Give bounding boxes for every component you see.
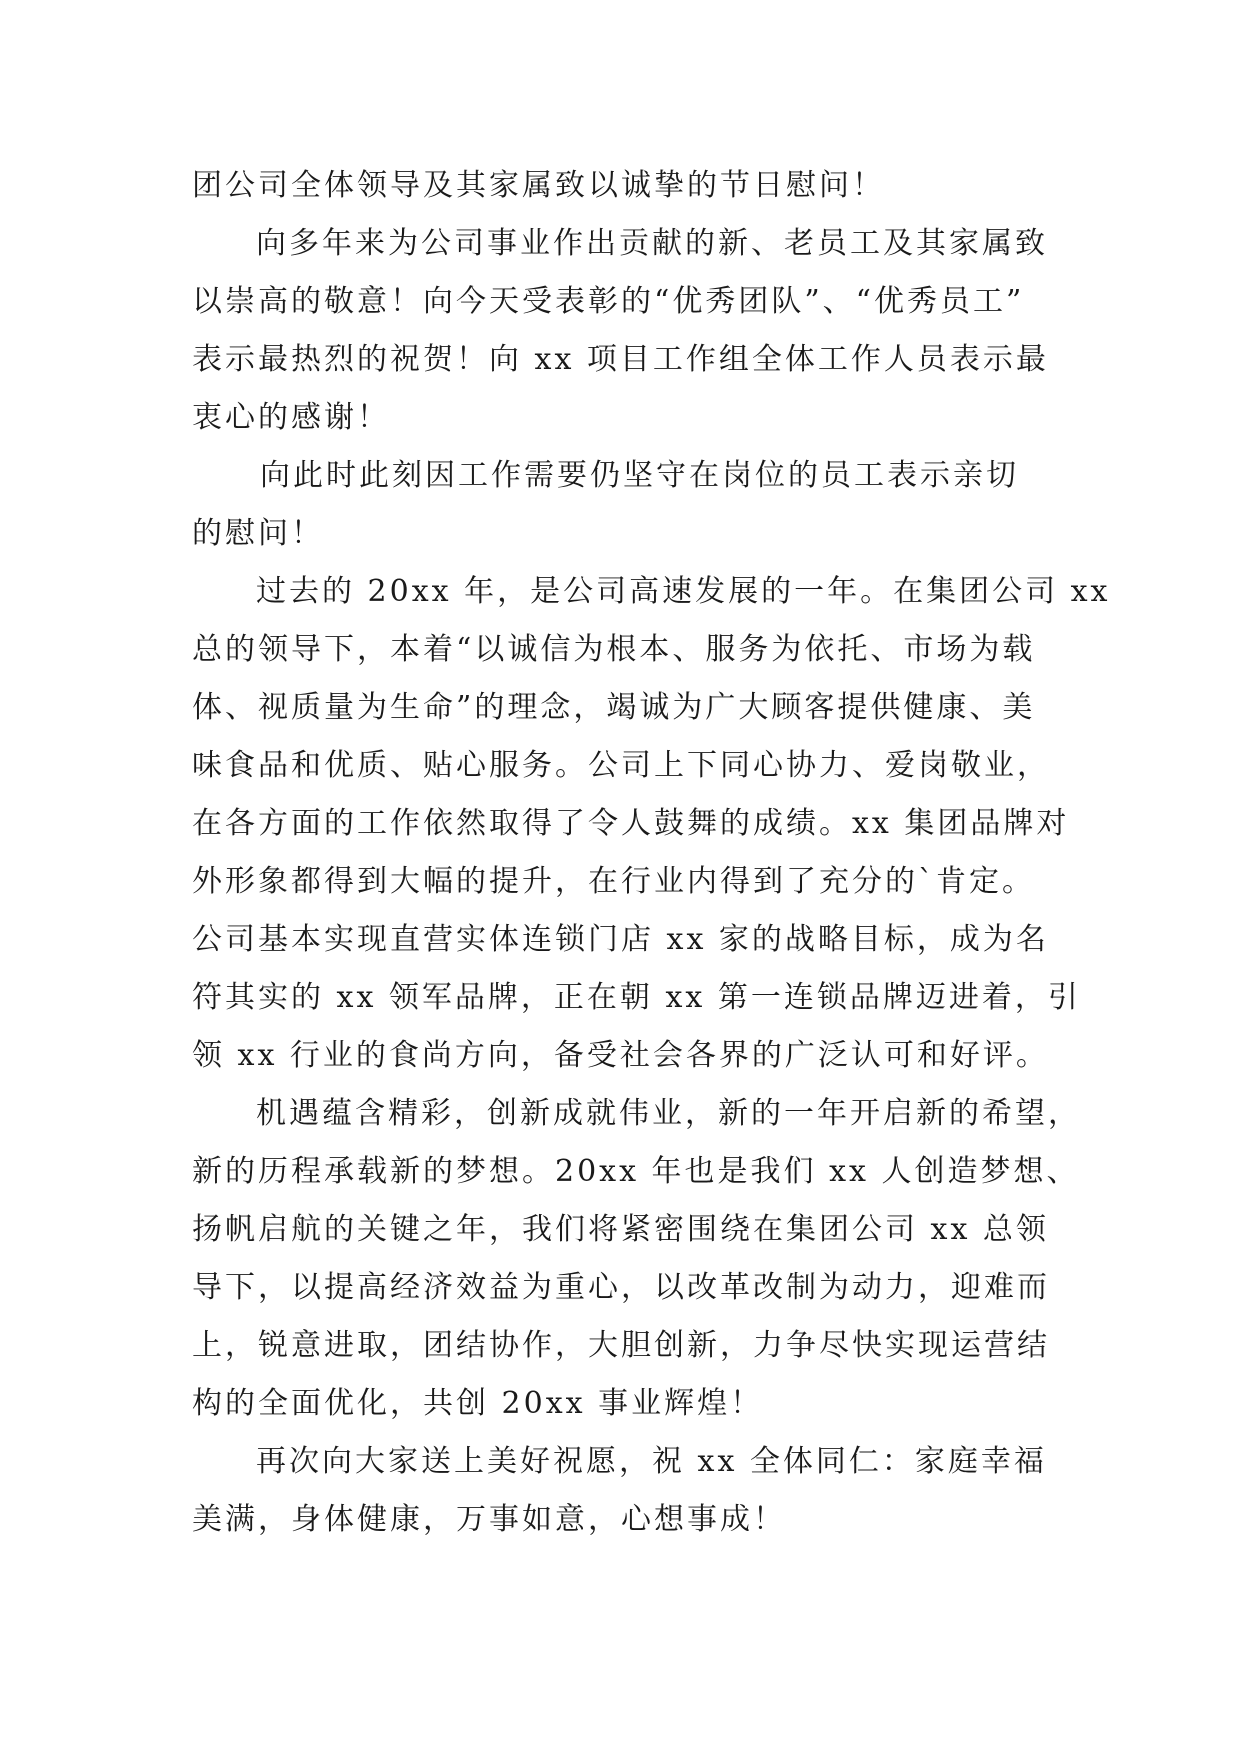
text-line: 扬帆启航的关键之年，我们将紧密围绕在集团公司 xx 总领 [192,1212,1049,1247]
text-line: 美满，身体健康，万事如意，心想事成！ [192,1502,786,1537]
text-line: 团公司全体领导及其家属致以诚挚的节日慰问！ [192,168,885,203]
paragraph-start-line: 向多年来为公司事业作出贡献的新、老员工及其家属致 [256,226,1048,261]
text-line: 以崇高的敬意！向今天受表彰的“优秀团队”、“优秀员工” [192,284,1025,319]
text-line: 领 xx 行业的食尚方向，备受社会各界的广泛认可和好评。 [192,1038,1049,1073]
text-line: 体、视质量为生命”的理念，竭诚为广大顾客提供健康、美 [192,690,1036,725]
text-line: 上，锐意进取，团结协作，大胆创新，力争尽快实现运营结 [192,1328,1050,1363]
document-body [192,157,1111,1549]
text-line: 的慰问！ [192,516,324,551]
paragraph-start-line: 机遇蕴含精彩，创新成就伟业，新的一年开启新的希望， [256,1096,1081,1131]
paragraph-start-line: 过去的 20xx 年，是公司高速发展的一年。在集团公司 xx [256,574,1111,609]
text-line: 导下，以提高经济效益为重心，以改革改制为动力，迎难而 [192,1270,1050,1305]
text-line: 公司基本实现直营实体连锁门店 xx 家的战略目标，成为名 [192,922,1049,957]
text-line: 外形象都得到大幅的提升，在行业内得到了充分的`肯定。 [192,864,1035,899]
text-line: 表示最热烈的祝贺！向 xx 项目工作组全体工作人员表示最 [192,342,1049,377]
paragraph-start-line: 向此时此刻因工作需要仍坚守在岗位的员工表示亲切 [260,458,1019,493]
text-line: 总的领导下，本着“以诚信为根本、服务为依托、市场为载 [192,632,1036,667]
text-line: 在各方面的工作依然取得了令人鼓舞的成绩。xx 集团品牌对 [192,806,1070,841]
text-line: 符其实的 xx 领军品牌，正在朝 xx 第一连锁品牌迈进着，引 [192,980,1081,1015]
text-line: 衷心的感谢！ [192,400,390,435]
text-line: 构的全面优化，共创 20xx 事业辉煌！ [192,1386,764,1421]
text-line: 味食品和优质、贴心服务。公司上下同心协力、爱岗敬业， [192,748,1050,783]
paragraph-start-line: 再次向大家送上美好祝愿，祝 xx 全体同仁：家庭幸福 [256,1444,1047,1479]
text-line: 新的历程承载新的梦想。20xx 年也是我们 xx 人创造梦想、 [192,1154,1080,1189]
